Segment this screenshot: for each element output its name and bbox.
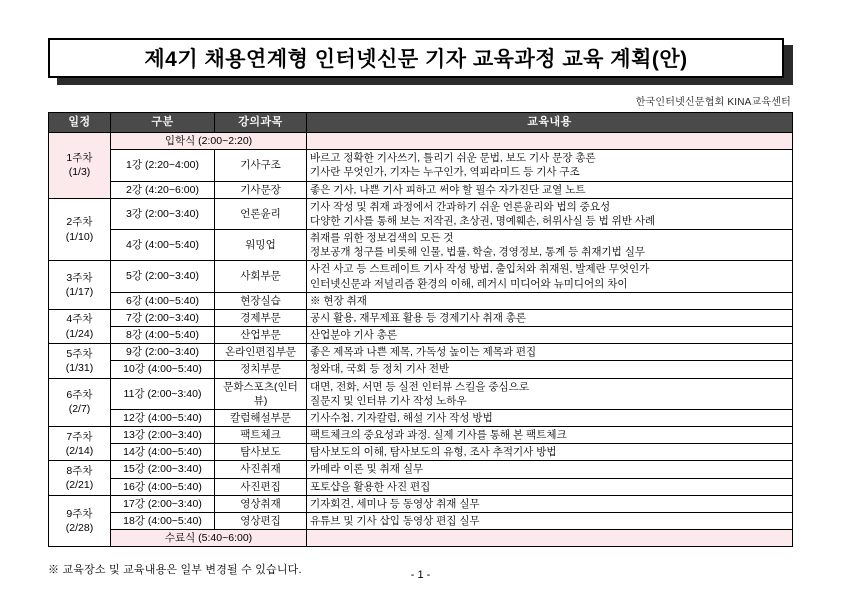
table-row — [49, 361, 793, 378]
subject-cell: 기사문장 — [215, 181, 307, 198]
content-cell — [307, 461, 793, 478]
week-cell — [49, 309, 111, 343]
content-cell — [307, 133, 793, 150]
session-cell: 6강 (4:00~5:40) — [111, 292, 215, 309]
week-label: 2주차 — [66, 216, 93, 229]
table-row — [49, 478, 793, 495]
subject-cell: 산업부문 — [215, 327, 307, 344]
content-line: 기자회견, 세미나 등 동영상 취재 실무 — [310, 497, 480, 510]
week-date: (1/31) — [65, 361, 94, 374]
content-cell — [307, 409, 793, 426]
table-row — [49, 444, 793, 461]
table-row — [49, 261, 793, 292]
week-date: (1/17) — [65, 286, 94, 299]
content-cell — [307, 181, 793, 198]
table-row — [49, 309, 793, 326]
column-header-session: 구분 — [111, 113, 215, 133]
subject-cell: 사회부문 — [215, 261, 307, 292]
title-box — [48, 38, 784, 78]
content-cell — [307, 292, 793, 309]
table-row — [49, 530, 793, 547]
content-cell — [307, 378, 793, 409]
content-line: 인터넷신문과 저널리즘 환경의 이해, 레거시 미디어와 뉴미디어의 차이 — [310, 277, 628, 290]
table-row — [49, 512, 793, 529]
subject-cell: 팩트체크 — [215, 427, 307, 444]
table-body — [49, 133, 793, 547]
week-label: 3주차 — [66, 271, 93, 284]
session-cell: 17강 (2:00~3:40) — [111, 495, 215, 512]
content-cell — [307, 150, 793, 181]
session-cell: 4강 (4:00~5:40) — [111, 230, 215, 261]
session-cell: 13강 (2:00~3:40) — [111, 427, 215, 444]
subject-cell: 경제부문 — [215, 309, 307, 326]
subject-cell: 문화스포츠(인터뷰) — [215, 378, 307, 409]
content-line: 기사 작성 및 취재 과정에서 간과하기 쉬운 언론윤리와 법의 중요성 — [310, 200, 611, 213]
week-cell — [49, 261, 111, 310]
content-cell — [307, 478, 793, 495]
table-row — [49, 230, 793, 261]
subject-cell: 언론윤리 — [215, 198, 307, 229]
content-line: 팩트체크의 중요성과 과정. 실제 기사를 통해 본 팩트체크 — [310, 429, 567, 442]
table-row — [49, 181, 793, 198]
table-header — [49, 113, 793, 133]
week-cell — [49, 427, 111, 461]
page-title: 제4기 채용연계형 인터넷신문 기자 교육과정 교육 계획(안) — [144, 48, 688, 71]
content-line: 산업분야 기사 총론 — [310, 329, 397, 342]
subject-cell: 정치부문 — [215, 361, 307, 378]
table-row — [49, 292, 793, 309]
session-cell: 15강 (2:00~3:40) — [111, 461, 215, 478]
column-header-content: 교육내용 — [307, 113, 793, 133]
ceremony-cell: 입학식 (2:00~2:20) — [111, 133, 307, 150]
week-date: (2/7) — [68, 403, 91, 416]
content-cell — [307, 427, 793, 444]
week-date: (1/3) — [68, 166, 91, 179]
column-header-schedule: 일정 — [49, 113, 111, 133]
table-row — [49, 198, 793, 229]
session-cell: 7강 (2:00~3:40) — [111, 309, 215, 326]
content-line: 공시 활용, 재무제표 활용 등 경제기사 취재 총론 — [310, 311, 527, 324]
week-cell — [49, 495, 111, 547]
subject-cell: 온라인편집부문 — [215, 344, 307, 361]
session-cell: 10강 (4:00~5:40) — [111, 361, 215, 378]
content-line: 취재를 위한 정보검색의 모든 것 — [310, 232, 454, 245]
week-date: (1/24) — [65, 327, 94, 340]
content-line: 다양한 기사를 통해 보는 저작권, 초상권, 명예훼손, 허위사실 등 법 위반 사례 — [310, 214, 656, 227]
table-row — [49, 378, 793, 409]
subject-cell: 현장실습 — [215, 292, 307, 309]
week-label: 6주차 — [66, 389, 93, 402]
content-cell — [307, 512, 793, 529]
content-cell — [307, 309, 793, 326]
session-cell: 1강 (2:20~4:00) — [111, 150, 215, 181]
organization-label: 한국인터넷신문협회 KINA교육센터 — [635, 97, 791, 108]
content-cell — [307, 198, 793, 229]
content-line: 청와대, 국회 등 정치 기사 전반 — [310, 363, 450, 376]
column-header-subject: 강의과목 — [215, 113, 307, 133]
table-header-row — [49, 113, 793, 133]
footer-note: ※ 교육장소 및 교육내용은 일부 변경될 수 있습니다. — [48, 564, 302, 577]
session-cell: 3강 (2:00~3:40) — [111, 198, 215, 229]
content-line: 대면, 전화, 서면 등 실전 인터뷰 스킬을 중심으로 — [310, 380, 529, 393]
title-banner — [48, 38, 793, 84]
subject-cell: 사진취재 — [215, 461, 307, 478]
table-row — [49, 133, 793, 150]
week-date: (2/14) — [65, 444, 94, 457]
week-date: (1/10) — [65, 230, 94, 243]
week-date: (2/21) — [65, 479, 94, 492]
session-cell: 14강 (4:00~5:40) — [111, 444, 215, 461]
content-cell — [307, 444, 793, 461]
subject-cell: 탐사보도 — [215, 444, 307, 461]
table-row — [49, 409, 793, 426]
table-row — [49, 495, 793, 512]
week-date: (2/28) — [65, 522, 94, 535]
table-row — [49, 150, 793, 181]
session-cell: 11강 (2:00~3:40) — [111, 378, 215, 409]
week-cell — [49, 378, 111, 427]
week-label: 1주차 — [66, 152, 93, 165]
subject-cell: 사진편집 — [215, 478, 307, 495]
content-line: 질문지 및 인터뷰 기사 작성 노하우 — [310, 394, 467, 407]
ceremony-cell: 수료식 (5:40~6:00) — [111, 530, 307, 547]
subject-cell: 기사구조 — [215, 150, 307, 181]
week-label: 9주차 — [66, 507, 93, 520]
content-line: 정보공개 청구를 비롯해 인물, 법률, 학술, 경영정보, 통계 등 취재기법 실무 — [310, 246, 645, 259]
content-line: 좋은 제목과 나쁜 제목, 가독성 높이는 제목과 편집 — [310, 346, 537, 359]
content-line: ※ 현장 취재 — [310, 294, 367, 307]
content-line: 유튜브 및 기사 삽입 동영상 편집 실무 — [310, 514, 480, 527]
table-row — [49, 344, 793, 361]
content-line: 카메라 이론 및 취재 실무 — [310, 463, 424, 476]
session-cell: 9강 (2:00~3:40) — [111, 344, 215, 361]
session-cell: 18강 (4:00~5:40) — [111, 512, 215, 529]
session-cell: 8강 (4:00~5:40) — [111, 327, 215, 344]
content-line: 탐사보도의 이해, 탐사보도의 유형, 조사 추적기사 방법 — [310, 446, 557, 459]
content-line: 기사수첩, 기자칼럼, 해설 기사 작성 방법 — [310, 411, 493, 424]
schedule-table — [48, 112, 793, 547]
week-cell — [49, 344, 111, 378]
session-cell: 16강 (4:00~5:40) — [111, 478, 215, 495]
content-cell — [307, 344, 793, 361]
content-cell — [307, 530, 793, 547]
table-row — [49, 461, 793, 478]
page-number: - 1 - — [410, 569, 431, 581]
session-cell: 2강 (4:20~6:00) — [111, 181, 215, 198]
content-line: 포토샵을 활용한 사진 편집 — [310, 480, 431, 493]
content-line: 기사란 무엇인가, 기자는 누구인가, 역피라미드 등 기사 구조 — [310, 166, 580, 179]
session-cell: 5강 (2:00~3:40) — [111, 261, 215, 292]
content-cell — [307, 495, 793, 512]
session-cell: 12강 (4:00~5:40) — [111, 409, 215, 426]
content-cell — [307, 361, 793, 378]
table-row — [49, 327, 793, 344]
content-line: 바르고 정확한 기사쓰기, 틀리기 쉬운 문법, 보도 기사 문장 총론 — [310, 152, 596, 165]
week-cell — [49, 461, 111, 495]
subject-cell: 영상취재 — [215, 495, 307, 512]
week-label: 7주차 — [66, 430, 93, 443]
content-line: 좋은 기사, 나쁜 기사 피하고 써야 할 필수 자가진단 교열 노트 — [310, 183, 586, 196]
content-cell — [307, 261, 793, 292]
week-cell — [49, 133, 111, 199]
subject-cell: 워밍업 — [215, 230, 307, 261]
week-cell — [49, 198, 111, 261]
subject-cell: 영상편집 — [215, 512, 307, 529]
week-label: 4주차 — [66, 313, 93, 326]
table-row — [49, 427, 793, 444]
week-label: 5주차 — [66, 347, 93, 360]
subject-cell: 칼럼해설부문 — [215, 409, 307, 426]
week-label: 8주차 — [66, 464, 93, 477]
content-cell — [307, 230, 793, 261]
content-line: 사건 사고 등 스트레이트 기사 작성 방법, 출입처와 취재원, 발제란 무엇인가 — [310, 263, 650, 276]
content-cell — [307, 327, 793, 344]
